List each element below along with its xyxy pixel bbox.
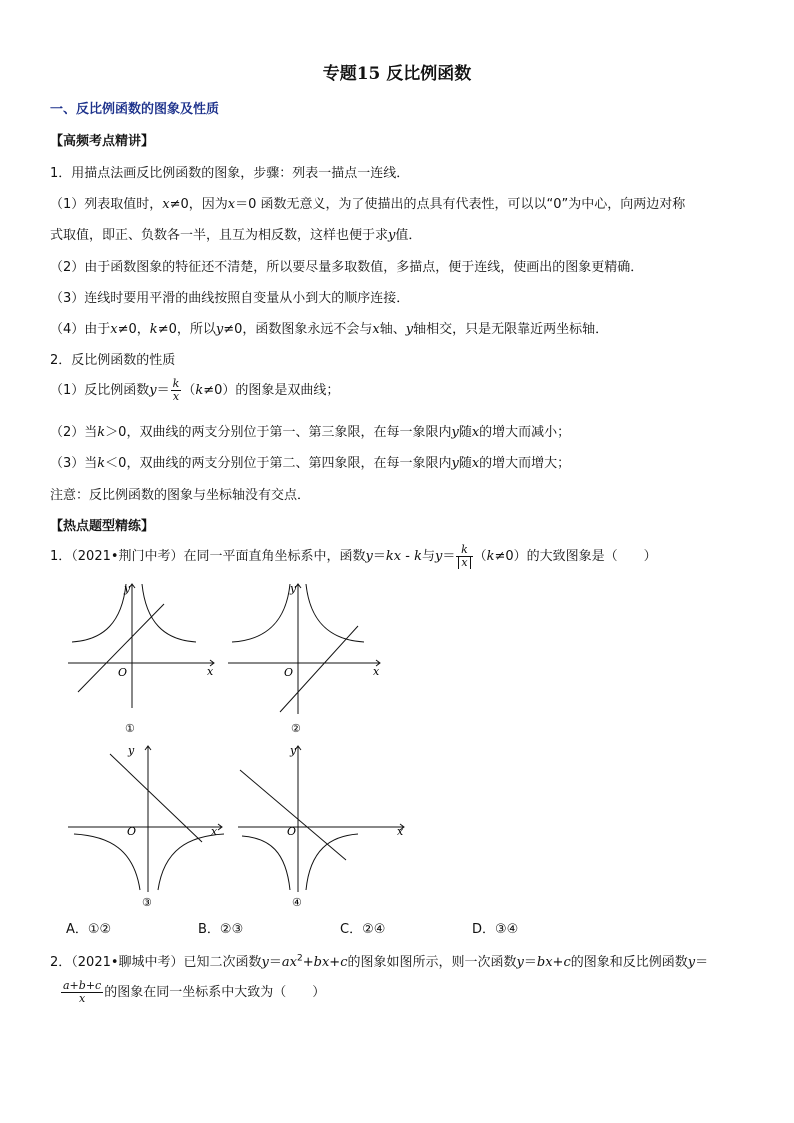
option-a[interactable]: A．①② (66, 922, 112, 937)
x-label: x (207, 665, 214, 678)
paragraph-1-4: （4）由于x≠0，k≠0，所以y≠0，函数图象永远不会与x轴、y轴相交，只是无限靠近两坐标轴． (50, 322, 609, 337)
option-d[interactable]: D．③④ (472, 922, 519, 937)
paragraph-2-3: （3）当k＜0，双曲线的两支分别位于第二、第四象限，在每一象限内y随x的增大而增大； (50, 456, 571, 471)
paragraph-1-1-cont: 式取值，即正、负数各一半，且互为相反数，这样也便于求y值． (50, 228, 422, 243)
hyperbola-left-branch (232, 584, 290, 642)
fraction-abc-over-x: $\frac{a+b+c}{x}$ (63, 979, 102, 1005)
line-graph (110, 754, 202, 842)
y-label: y (124, 582, 131, 595)
graph-4 (234, 740, 424, 908)
paragraph-1: 1．用描点法画反比例函数的图象，步骤：列表一描点一连线． (50, 166, 410, 181)
paragraph-2-1: （1）反比例函数y＝ $\frac{k}{x}$ （k≠0）的图象是双曲线； (50, 377, 340, 403)
option-b[interactable]: B．②③ (198, 922, 244, 937)
y-label: y (128, 744, 135, 757)
y-label: y (290, 744, 297, 757)
fraction-k-over-abs-x: $\frac{k}{x}$ (456, 544, 472, 569)
paragraph-2: 2．反比例函数的性质 (50, 353, 176, 368)
x-label: x (397, 825, 404, 838)
page-title: 专题15 反比例函数 (322, 64, 472, 84)
hyperbola-left-branch (74, 834, 140, 890)
hyperbola-right-branch (158, 834, 224, 890)
origin-label: O (127, 825, 137, 838)
hyperbola-left-branch (72, 584, 126, 642)
graph-label: ② (291, 722, 301, 735)
hyperbola-right-branch (306, 834, 358, 890)
graph-label: ④ (292, 896, 302, 908)
hyperbola-left-branch (242, 836, 290, 890)
graph-3 (64, 740, 234, 908)
header-practice: 【热点题型精练】 (50, 519, 155, 534)
origin-label: O (118, 666, 128, 679)
graph-label: ③ (142, 896, 152, 908)
y-label: y (290, 582, 297, 595)
paragraph-1-1: （1）列表取值时，x≠0，因为x＝0 函数无意义，为了使描出的点具有代表性，可以以“0”为中心，向两边对称 (50, 197, 686, 212)
origin-label: O (287, 825, 297, 838)
fraction-k-over-x: $\frac{k}{x}$ (172, 377, 180, 403)
x-label: x (373, 665, 380, 678)
question-2-cont: $\frac{a+b+c}{x}$ 的图象在同一坐标系中大致为（ ） (63, 979, 326, 1005)
section-heading: 一、反比例函数的图象及性质 (50, 102, 220, 117)
graph-1 (64, 580, 224, 740)
hyperbola-right-branch (142, 584, 196, 642)
x-label: x (211, 825, 218, 838)
question-1: 1．（2021•荆门中考）在同一平面直角坐标系中，函数y＝kx - k与y＝ $\frac{k}{x}$ （k≠0）的大致图象是（ ） (50, 543, 657, 569)
graph-2 (224, 580, 394, 740)
line-graph (240, 770, 346, 860)
note: 注意：反比例函数的图象与坐标轴没有交点． (50, 488, 311, 503)
paragraph-1-3: （3）连线时要用平滑的曲线按照自变量从小到大的顺序连接． (50, 291, 410, 306)
paragraph-2-2: （2）当k＞0，双曲线的两支分别位于第一、第三象限，在每一象限内y随x的增大而减小； (50, 425, 571, 440)
option-c[interactable]: C．②④ (340, 922, 386, 937)
origin-label: O (284, 666, 294, 679)
header-key-points: 【高频考点精讲】 (50, 134, 155, 149)
question-2: 2．（2021•聊城中考）已知二次函数$y=ax^2+bx+c$的图象如图所示，则一次函数y＝bx+c的图象和反比例函数y＝ (50, 953, 709, 970)
graph-label: ① (125, 722, 135, 735)
hyperbola-right-branch (306, 584, 364, 642)
paragraph-1-2: （2）由于函数图象的特征还不清楚，所以要尽量多取数值，多描点，便于连线，使画出的图象更精确． (50, 260, 644, 275)
